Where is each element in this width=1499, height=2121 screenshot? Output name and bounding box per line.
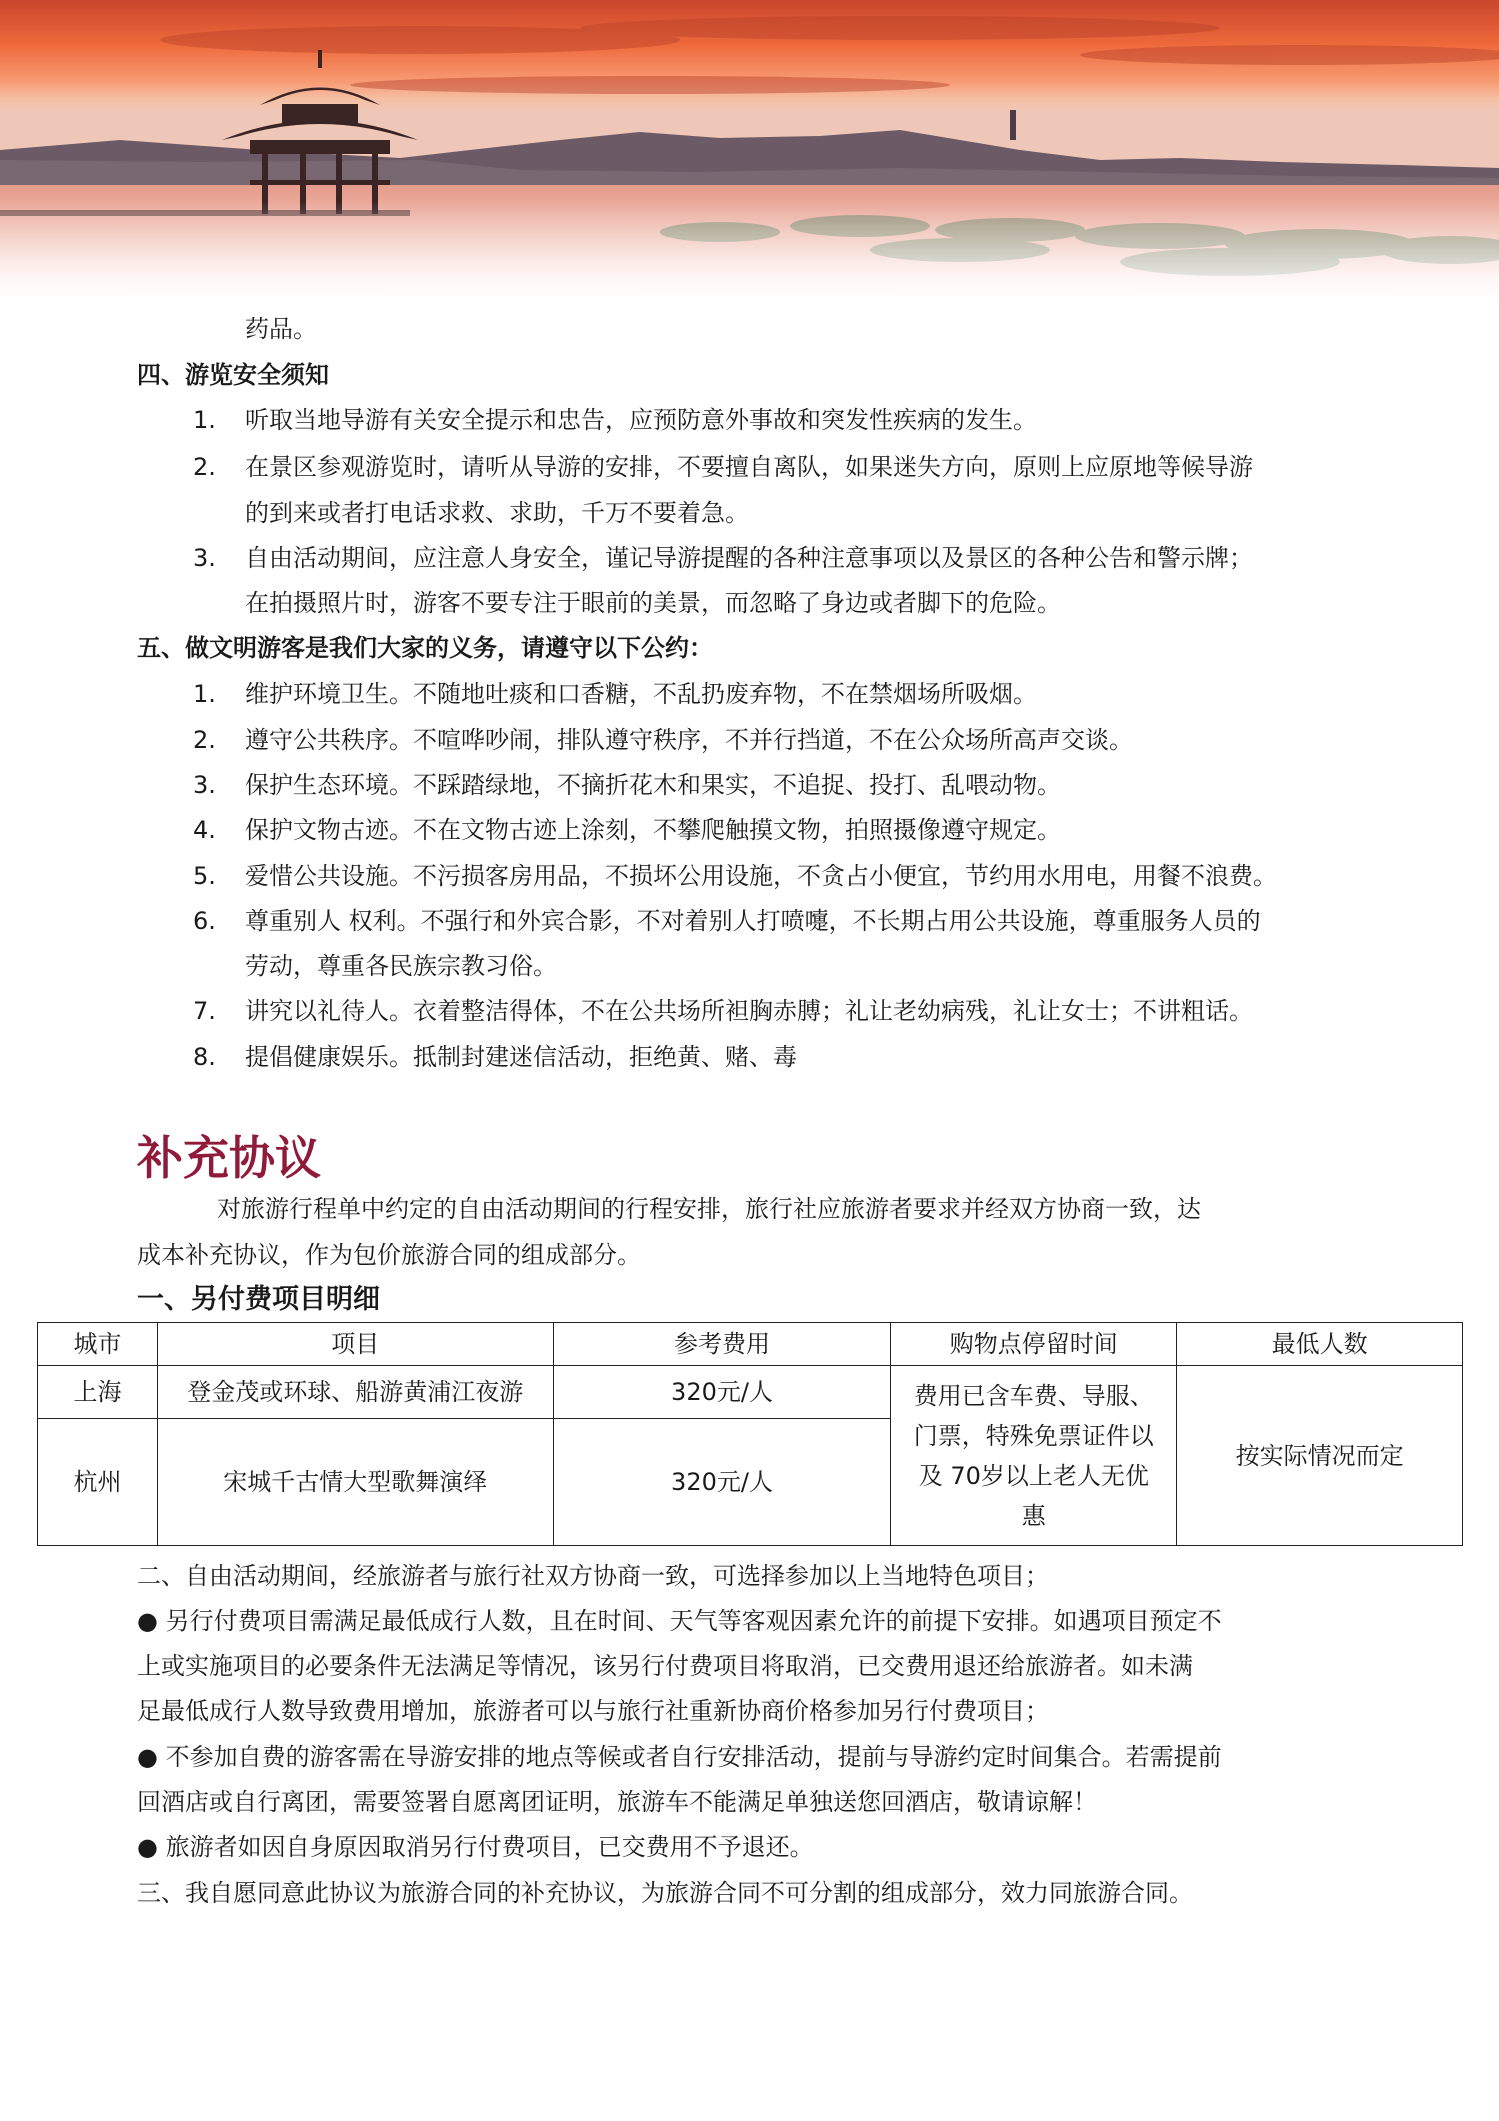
list-item: 遵守公共秩序。不喧哗吵闹，排队遵守秩序，不并行挡道，不在公众场所高声交谈。 [245,726,1133,754]
list-item-continued: 在拍摄照片时，游客不要专注于眼前的美景，而忽略了身边或者脚下的危险。 [245,589,1061,617]
bullet-paragraph-line: 回酒店或自行离团，需要签署自愿离团证明，旅游车不能满足单独送您回酒店，敬请谅解！ [137,1788,1097,1816]
cell-city: 上海 [38,1366,158,1419]
shopping-note-line: 费用已含车费、导服、 [913,1381,1154,1410]
list-item: 保护生态环境。不踩踏绿地，不摘折花木和果实，不追捉、投打、乱喂动物。 [245,771,1061,799]
shopping-note-line: 惠 [1021,1501,1046,1530]
table-row [38,1366,1463,1419]
list-number: 3. [193,544,216,572]
list-item: 尊重别人 权利。不强行和外宾合影，不对着别人打喷嚏，不长期占用公共设施，尊重服务人员的 [245,907,1261,935]
list-number: 2. [193,726,216,754]
list-item: 爱惜公共设施。不污损客房用品，不损坏公用设施，不贪占小便宜，节约用水用电，用餐不浪费。 [245,862,1277,890]
supplement-intro-line: 成本补充协议，作为包价旅游合同的组成部分。 [137,1241,641,1269]
bullet-paragraph-line: ● 不参加自费的游客需在导游安排的地点等候或者自行安排活动，提前与导游约定时间集合。若需提前 [137,1743,1222,1771]
section5-heading: 五、做文明游客是我们大家的义务，请遵守以下公约： [137,634,713,662]
list-number: 3. [193,771,216,799]
cell-min-people: 按实际情况而定 [1177,1366,1463,1546]
list-number: 4. [193,816,216,844]
list-number: 1. [193,680,216,708]
intro-tail-text: 药品。 [245,315,317,343]
list-item: 维护环境卫生。不随地吐痰和口香糖，不乱扔废弃物，不在禁烟场所吸烟。 [245,680,1037,708]
list-item: 提倡健康娱乐。抵制封建迷信活动，拒绝黄、赌、毒 [245,1043,797,1071]
cell-item: 宋城千古情大型歌舞演绎 [157,1419,553,1546]
table-header-row [38,1323,1463,1366]
list-number: 2. [193,453,216,481]
bullet-paragraph-line: 足最低成行人数导致费用增加，旅游者可以与旅行社重新协商价格参加另行付费项目； [137,1697,1049,1725]
lake-sunset-pavilion-illustration [0,0,1499,310]
cell-fee: 320元/人 [553,1366,891,1419]
cell-fee: 320元/人 [553,1419,891,1546]
header-min-people: 最低人数 [1177,1323,1463,1366]
cell-item: 登金茂或环球、船游黄浦江夜游 [157,1366,553,1419]
bullet-paragraph-line: ● 旅游者如因自身原因取消另行付费项目，已交费用不予退还。 [137,1833,814,1861]
extra-fee-table [37,1322,1463,1546]
supplement-intro-line: 对旅游行程单中约定的自由活动期间的行程安排，旅行社应旅游者要求并经双方协商一致，达 [217,1195,1201,1223]
list-number: 5. [193,862,216,890]
header-fee: 参考费用 [553,1323,891,1366]
list-item: 在景区参观游览时，请听从导游的安排，不要擅自离队，如果迷失方向，原则上应原地等候导游 [245,453,1253,481]
header-item: 项目 [157,1323,553,1366]
list-number: 1. [193,406,216,434]
list-item: 自由活动期间，应注意人身安全，谨记导游提醒的各种注意事项以及景区的各种公告和警示牌； [245,544,1253,572]
bullet-paragraph-line: ● 另行付费项目需满足最低成行人数，且在时间、天气等客观因素允许的前提下安排。如遇项目预定不 [137,1607,1222,1635]
bullet-paragraph-line: 上或实施项目的必要条件无法满足等情况，该另行付费项目将取消，已交费用退还给旅游者。如未满 [137,1652,1193,1680]
shopping-note-line: 及 70岁以上老人无优 [918,1461,1149,1490]
section3-text: 三、我自愿同意此协议为旅游合同的补充协议，为旅游合同不可分割的组成部分，效力同旅游合同。 [137,1879,1193,1907]
cell-city: 杭州 [38,1419,158,1546]
list-item: 讲究以礼待人。衣着整洁得体，不在公共场所袒胸赤膊；礼让老幼病残，礼让女士；不讲粗话。 [245,997,1253,1025]
cell-shopping-note [891,1366,1177,1546]
list-item: 保护文物古迹。不在文物古迹上涂刻，不攀爬触摸文物，拍照摄像遵守规定。 [245,816,1061,844]
header-city: 城市 [38,1323,158,1366]
list-number: 7. [193,997,216,1025]
list-number: 8. [193,1043,216,1071]
list-number: 6. [193,907,216,935]
list-item: 听取当地导游有关安全提示和忠告，应预防意外事故和突发性疾病的发生。 [245,406,1037,434]
list-item-continued: 劳动，尊重各民族宗教习俗。 [245,952,557,980]
shopping-note-line: 门票，特殊免票证件以 [913,1421,1154,1450]
section4-heading: 四、游览安全须知 [137,361,329,389]
table-heading: 一、另付费项目明细 [137,1284,380,1315]
section2-text: 二、自由活动期间，经旅游者与旅行社双方协商一致，可选择参加以上当地特色项目； [137,1562,1049,1590]
header-banner-image [0,0,1499,310]
header-shopping-time: 购物点停留时间 [891,1323,1177,1366]
hill-pagoda [1010,110,1016,140]
list-item-continued: 的到来或者打电话求救、求助，千万不要着急。 [245,499,749,527]
supplement-title: 补充协议 [137,1131,321,1185]
